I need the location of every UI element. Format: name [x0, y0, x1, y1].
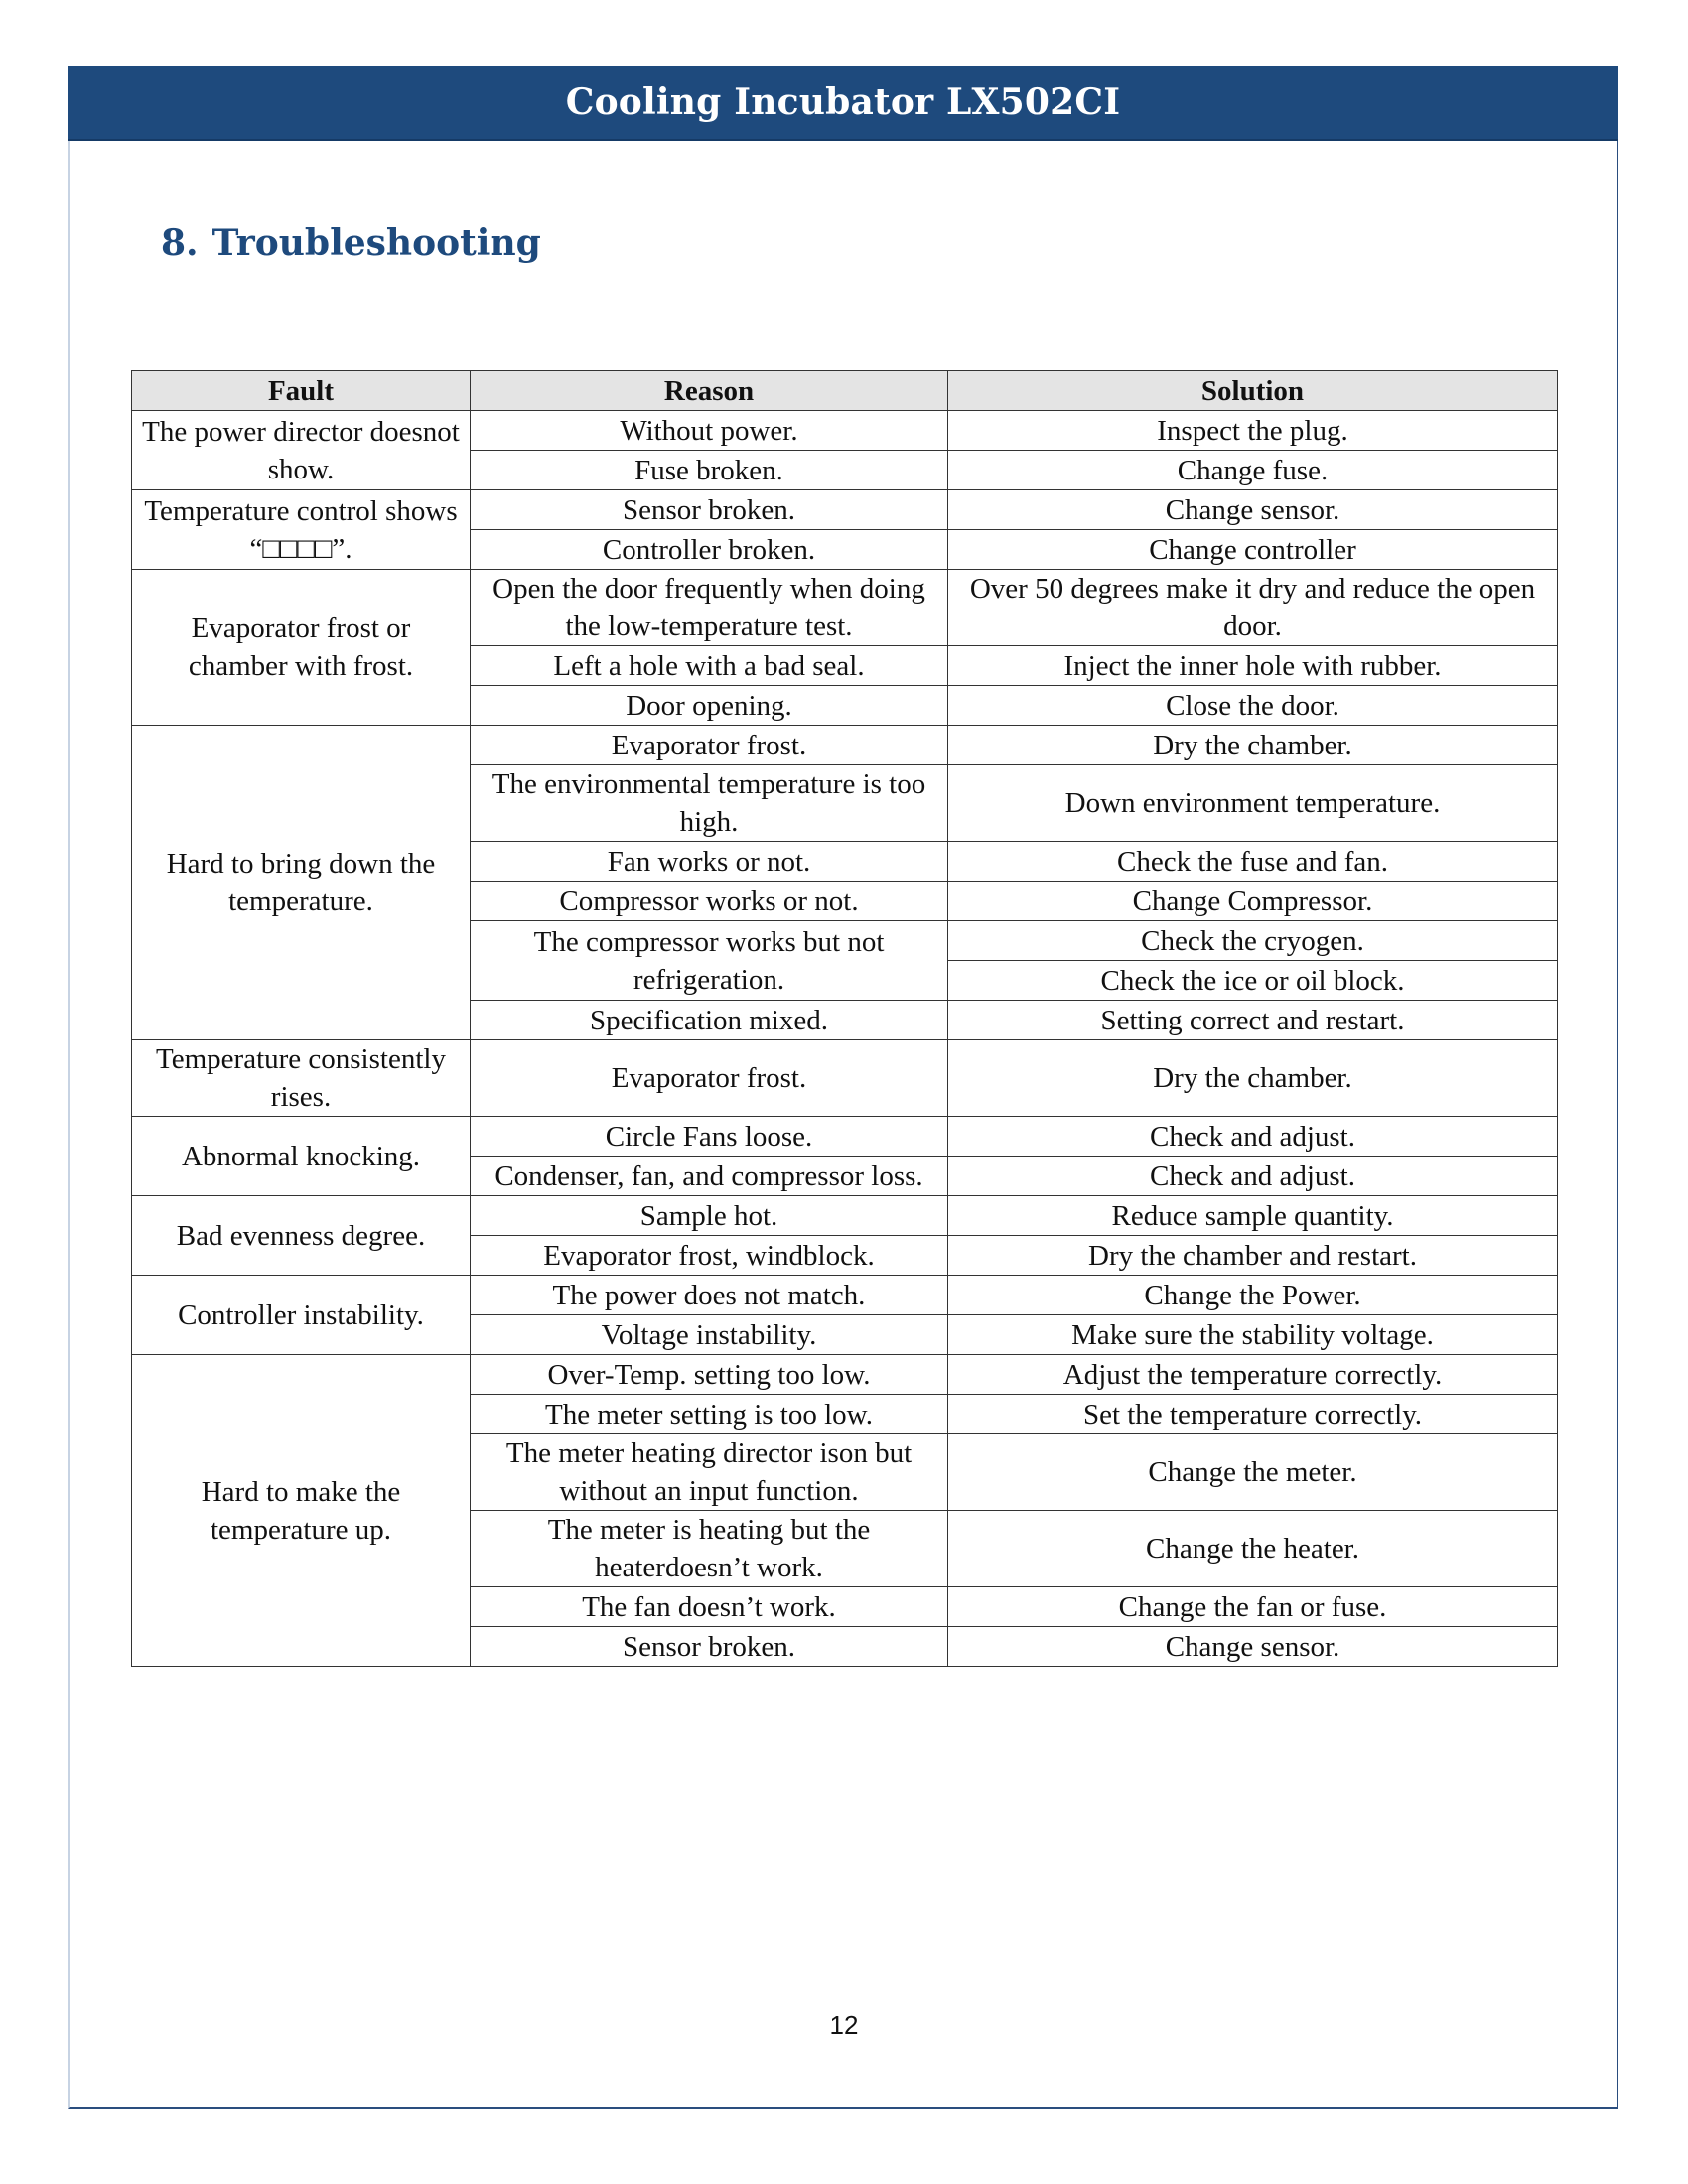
solution-cell: Over 50 degrees make it dry and reduce the open door.	[948, 570, 1558, 646]
reason-cell: The compressor works but not refrigeration.	[471, 921, 948, 1001]
reason-cell: Left a hole with a bad seal.	[471, 646, 948, 686]
solution-cell: Check the ice or oil block.	[948, 961, 1558, 1001]
section-number: 8.	[161, 222, 199, 264]
solution-cell: Change Compressor.	[948, 882, 1558, 921]
solution-cell: Adjust the temperature correctly.	[948, 1355, 1558, 1395]
solution-cell: Dry the chamber.	[948, 726, 1558, 765]
table-row	[132, 1040, 1558, 1117]
solution-cell: Inspect the plug.	[948, 411, 1558, 451]
troubleshooting-table	[131, 370, 1558, 1667]
document-title: Cooling Incubator LX502CI	[565, 81, 1121, 123]
solution-cell: Change the meter.	[948, 1434, 1558, 1511]
reason-cell: Condenser, fan, and compressor loss.	[471, 1157, 948, 1196]
solution-cell: Change sensor.	[948, 1627, 1558, 1667]
table-header-row	[132, 371, 1558, 411]
table-row	[132, 1276, 1558, 1315]
fault-cell: The power director doesnot show.	[132, 411, 471, 490]
table-row	[132, 411, 1558, 451]
reason-cell: Without power.	[471, 411, 948, 451]
solution-cell: Change the fan or fuse.	[948, 1587, 1558, 1627]
reason-cell: Fuse broken.	[471, 451, 948, 490]
column-header-fault: Fault	[132, 371, 471, 411]
solution-cell: Dry the chamber and restart.	[948, 1236, 1558, 1276]
table-body	[132, 411, 1558, 1667]
fault-cell: Hard to bring down the temperature.	[132, 726, 471, 1040]
page-number: 12	[829, 2010, 859, 2040]
fault-cell: Hard to make the temperature up.	[132, 1355, 471, 1667]
solution-cell: Check and adjust.	[948, 1157, 1558, 1196]
reason-cell: The fan doesn’t work.	[471, 1587, 948, 1627]
fault-cell: Temperature consistently rises.	[132, 1040, 471, 1117]
section-title: Troubleshooting	[211, 222, 541, 264]
reason-cell: Sensor broken.	[471, 1627, 948, 1667]
reason-cell: The meter is heating but the heaterdoesn’t work.	[471, 1511, 948, 1587]
table-row	[132, 570, 1558, 646]
solution-cell: Check the fuse and fan.	[948, 842, 1558, 882]
reason-cell: Voltage instability.	[471, 1315, 948, 1355]
fault-cell: Temperature control shows “□□□□”.	[132, 490, 471, 570]
fault-cell: Abnormal knocking.	[132, 1117, 471, 1196]
solution-cell: Change the Power.	[948, 1276, 1558, 1315]
table-row	[132, 1196, 1558, 1236]
fault-cell: Bad evenness degree.	[132, 1196, 471, 1276]
reason-cell: Specification mixed.	[471, 1001, 948, 1040]
reason-cell: The meter heating director ison but without an input function.	[471, 1434, 948, 1511]
reason-cell: Evaporator frost.	[471, 726, 948, 765]
reason-cell: The meter setting is too low.	[471, 1395, 948, 1434]
solution-cell: Dry the chamber.	[948, 1040, 1558, 1117]
reason-cell: Open the door frequently when doing the low-temperature test.	[471, 570, 948, 646]
solution-cell: Change fuse.	[948, 451, 1558, 490]
solution-cell: Check and adjust.	[948, 1117, 1558, 1157]
solution-cell: Close the door.	[948, 686, 1558, 726]
fault-cell: Evaporator frost or chamber with frost.	[132, 570, 471, 726]
reason-cell: Evaporator frost.	[471, 1040, 948, 1117]
column-header-solution: Solution	[948, 371, 1558, 411]
reason-cell: Sensor broken.	[471, 490, 948, 530]
solution-cell: Change the heater.	[948, 1511, 1558, 1587]
header-banner	[68, 66, 1618, 141]
table-row	[132, 1117, 1558, 1157]
reason-cell: The power does not match.	[471, 1276, 948, 1315]
reason-cell: Sample hot.	[471, 1196, 948, 1236]
solution-cell: Set the temperature correctly.	[948, 1395, 1558, 1434]
reason-cell: Over-Temp. setting too low.	[471, 1355, 948, 1395]
reason-cell: Controller broken.	[471, 530, 948, 570]
table-row	[132, 1355, 1558, 1395]
reason-cell: Compressor works or not.	[471, 882, 948, 921]
solution-cell: Make sure the stability voltage.	[948, 1315, 1558, 1355]
solution-cell: Down environment temperature.	[948, 765, 1558, 842]
reason-cell: Circle Fans loose.	[471, 1117, 948, 1157]
reason-cell: The environmental temperature is too high.	[471, 765, 948, 842]
reason-cell: Fan works or not.	[471, 842, 948, 882]
section-heading	[161, 222, 541, 264]
solution-cell: Setting correct and restart.	[948, 1001, 1558, 1040]
table-row	[132, 490, 1558, 530]
solution-cell: Check the cryogen.	[948, 921, 1558, 961]
fault-cell: Controller instability.	[132, 1276, 471, 1355]
reason-cell: Evaporator frost, windblock.	[471, 1236, 948, 1276]
solution-cell: Inject the inner hole with rubber.	[948, 646, 1558, 686]
table-row	[132, 726, 1558, 765]
column-header-reason: Reason	[471, 371, 948, 411]
reason-cell: Door opening.	[471, 686, 948, 726]
solution-cell: Change controller	[948, 530, 1558, 570]
solution-cell: Reduce sample quantity.	[948, 1196, 1558, 1236]
solution-cell: Change sensor.	[948, 490, 1558, 530]
